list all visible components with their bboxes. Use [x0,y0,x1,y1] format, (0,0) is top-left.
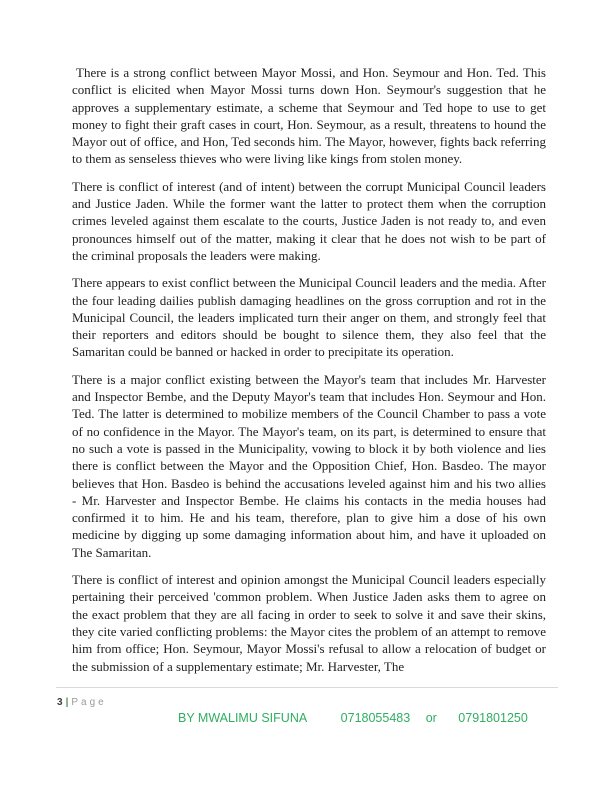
paragraph-3: There appears to exist conflict between the Municipal Council leaders and the media. After the four leading dailies publish damaging headlines on the gross corruption and rot in the Municipal Council, the leaders implicated turn their anger on them, and strongly feel that their reporters and editors should be bought to silence them, they also feel that the Samaritan could be banned or hacked in order to precipitate its operation. [72,275,546,360]
paragraph-2: There is conflict of interest (and of intent) between the corrupt Municipal Council leaders and Justice Jaden. While the former want the latter to protect them when the corruption crimes leveled against them escalate to the courts, Justice Jaden is not ready to, and even pronounces himself out of the matter, making it clear that he does not wish to be part of the criminal proposals the leaders were making. [72,178,546,263]
document-body [72,64,546,685]
page-number-separator: | [65,697,69,708]
footer-divider [56,687,558,688]
paragraph-4: There is a major conflict existing between the Mayor's team that includes Mr. Harvester and Inspector Bembe, and the Deputy Mayor's team that includes Hon. Seymour and Hon. Ted. The latter is determined to mobilize members of the Council Chamber to pass a vote of no confidence in the Mayor. The Mayor's team, on its part, is determined to ensure that no such a vote is passed in the Municipality, vowing to block it by both violence and lies there is conflict between the Mayor and the Opposition Chief, Hon. Basdeo. The mayor believes that Hon. Basdeo is behind the accusations leveled against him and his two allies - Mr. Harvester and Inspector Bembe. He claims his contacts in the media houses had confirmed it to him. He and his team, therefore, plan to give him a dose of his own medicine by digging up some damaging information about him, and have it uploaded on The Samaritan. [72,371,546,560]
paragraph-5: There is conflict of interest and opinion amongst the Municipal Council leaders especially pertaining their perceived 'common problem. When Justice Jaden asks them to agree on the exact problem that they are all facing in order to seek to solve it and save their skins, they cite varied conflicting problems: the Mayor cites the problem of an attempt to remove him from office; Hon. Seymour, Mayor Mossi's refusal to allow a relocation of budget or the submission of a supplementary estimate; Mr. Harvester, The [72,572,546,674]
phone-number-1: 0718055483 [340,711,411,725]
paragraph-1: There is a strong conflict between Mayor Mossi, and Hon. Seymour and Hon. Ted. This conflict is elicited when Mayor Mossi turns down Hon. Seymour's suggestion that he approves a supplementary estimate, a scheme that Seymour and Ted hope to use to get money to fight their graft cases in court, Hon. Seymour, as a result, threatens to hound the Mayor out of office, and Hon, Ted seconds him. The Mayor, however, fights back referring to them as senseless thieves who were living like kings from stolen money. [72,65,546,167]
phone-number-2: 0791801250 [458,711,528,725]
page-number [57,697,107,708]
page-number-value: 3 [57,697,64,708]
page-word: Page [71,697,107,708]
footer-byline [178,711,528,725]
author-byline: BY MWALIMU SIFUNA [178,711,308,725]
byline-conjunction: or [425,711,437,725]
